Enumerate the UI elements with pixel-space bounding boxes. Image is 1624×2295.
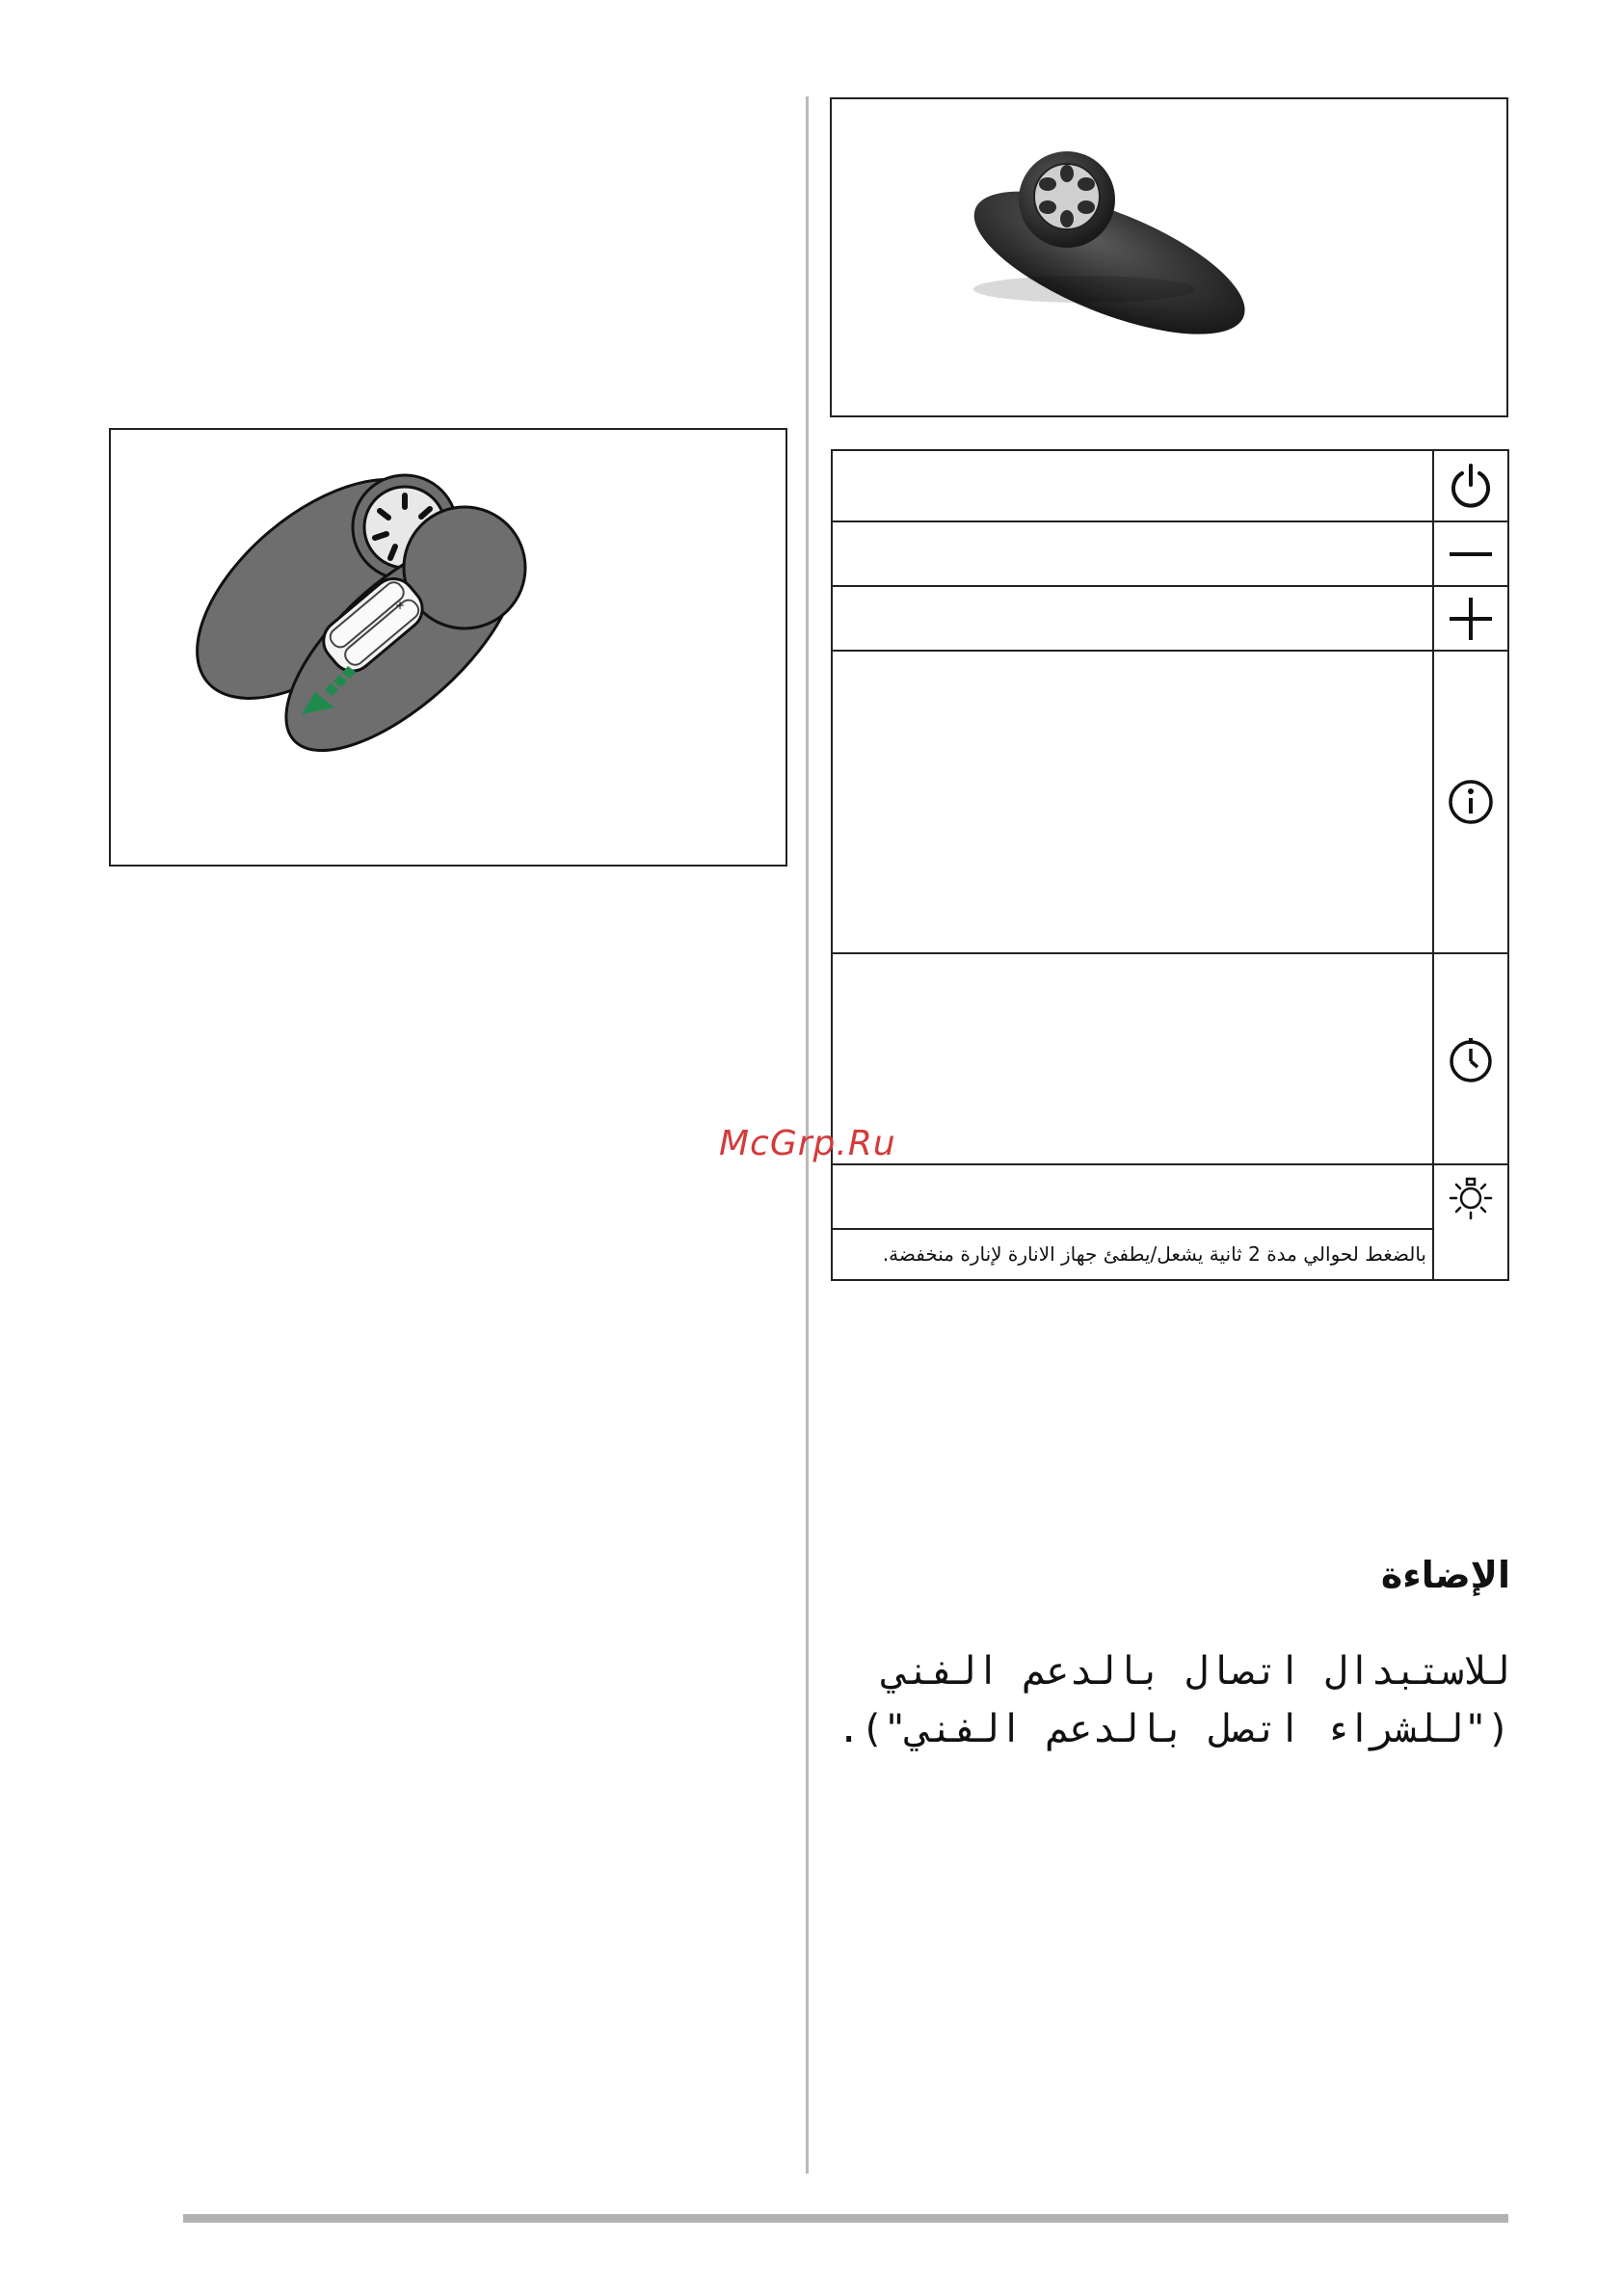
table-row-light: [832, 1164, 1508, 1229]
power-description: [832, 450, 1433, 521]
remote-control-photo: [830, 97, 1508, 417]
info-icon: [1447, 778, 1495, 826]
table-row-minus: [832, 521, 1508, 586]
lighting-heading: الإضاءة: [1380, 1554, 1510, 1596]
plus-cell: [1433, 586, 1508, 651]
minus-description: [832, 521, 1433, 586]
light-note: بالضغط لحوالي مدة 2 ثانية يشعل/يطفئ جهاز الانارة لإنارة منخفضة.: [832, 1229, 1433, 1280]
table-row-timer: [832, 953, 1508, 1164]
table-row-plus: [832, 586, 1508, 651]
light-icon: [1447, 1175, 1495, 1223]
timer-icon: [1447, 1035, 1495, 1083]
light-cell: [1433, 1164, 1508, 1280]
watermark: McGrp.Ru: [719, 1124, 896, 1163]
timer-cell: [1433, 953, 1508, 1164]
plus-description: [832, 586, 1433, 651]
button-function-table: [831, 449, 1509, 1281]
info-cell: [1433, 651, 1508, 953]
lighting-line-2: ("للشراء اتصل بالدعم الفني").: [837, 1707, 1510, 1751]
lighting-line-1: للاستبدال اتصال بالدعم الفني: [883, 1649, 1510, 1694]
plus-icon: [1447, 595, 1495, 643]
remote-control-image: [832, 99, 1506, 415]
table-row-info: [832, 651, 1508, 953]
power-cell: [1433, 450, 1508, 521]
battery-replacement-figure: [109, 428, 787, 867]
minus-cell: [1433, 521, 1508, 586]
power-icon: [1447, 462, 1495, 510]
table-row-light-note: [832, 1229, 1508, 1280]
table-row-power: [832, 450, 1508, 521]
remote-battery-illustration: [111, 430, 785, 865]
timer-description: [832, 953, 1433, 1164]
info-description: [832, 651, 1433, 953]
footer-rule: [183, 2214, 1508, 2223]
svg-text:+: +: [395, 599, 406, 612]
light-description: [832, 1164, 1433, 1229]
lighting-body: [836, 1642, 1510, 1758]
minus-icon: [1447, 540, 1495, 569]
